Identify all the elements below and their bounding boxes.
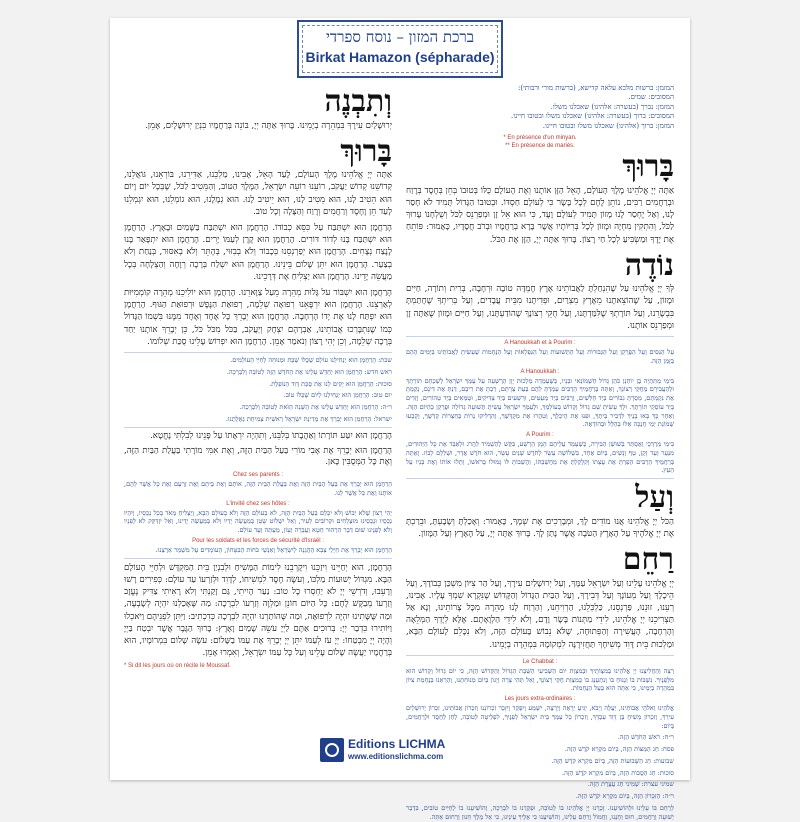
publisher-logo-icon	[320, 738, 344, 762]
section-heading-veal: וְעַל	[635, 480, 674, 516]
holiday-line: ר״ה: הַזִּכָּרוֹן הַזֶּה, בְּיוֹם מִקְרָא קֹדֶשׁ הַזֶּה.	[575, 792, 674, 801]
section-heading-rachem: רַחֵם	[622, 542, 674, 578]
insertion-text: יום טוב: הָרַחֲמָן הוּא יַנְחִילֵנוּ לְיוֹם שֶׁכֻּלּוֹ טוֹב.	[283, 391, 392, 400]
married-note: ** En présence de mariés.	[505, 143, 575, 150]
divider	[124, 352, 392, 353]
blessing-paragraph: אַתָּה יְיָ אֱלֹהֵינוּ מֶלֶךְ הָעוֹלָם, לָעַד הָאֵל, אָבִינוּ, מַלְכֵּנוּ, אַדִּירֵנוּ, בּוֹרְאֵנוּ, גּוֹאֲלֵנוּ, קְדוֹשֵׁנוּ קְדוֹשׁ יַעֲקֹב, רוֹעֵנוּ רוֹעֵה יִשְׂרָאֵל, הַמֶּלֶךְ הַטּוֹב, וְהַמֵּטִיב לַכֹּל, שֶׁבְּכָל יוֹם וָיוֹם הוּא הֵטִיב לָנוּ, הוּא מֵטִיב לָנוּ, הוּא יֵיטִיב לָנוּ. הוּא גְמָלָנוּ, הוּא גוֹמְלֵנוּ, הוּא יִגְמְלֵנוּ לָעַד חֵן וָחֶסֶד וְרַחֲמִים וְרֶוַח וְהַצָּלָה וְכָל טוֹב.	[124, 170, 392, 217]
insertion-text: סוכות: הָרַחֲמָן הוּא יָקִים לָנוּ אֶת סֻכַּת דָּוִד הַנּוֹפָלֶת.	[269, 379, 392, 388]
blessing-paragraph: יְיָ אֱלֹהֵינוּ עָלֵינוּ וְעַל יִשְׂרָאֵל עַמָּךְ, וְעַל יְרוּשָׁלַיִם עִירָךְ, וְעַל הַר צִיּוֹן מִשְׁכַּן כְּבוֹדָךְ, וְעַל הֵיכָלָךְ וְעַל מְעוֹנָךְ וְעַל דְּבִירָךְ, וְעַל הַבַּיִת הַגָּדוֹל וְהַקָּדוֹשׁ שֶׁנִּקְרָא שִׁמְךָ עָלָיו. אָבִינוּ, רְעֵנוּ, זוּנֵנוּ, פַּרְנְסֵנוּ, כַּלְכְּלֵנוּ, הַרְוִיחֵנוּ, וְהַרְוַח לָנוּ מְהֵרָה מִכָּל צָרוֹתֵינוּ, וְנָא אַל תַּצְרִיכֵנוּ יְיָ אֱלֹהֵינוּ, לִידֵי מַתְּנוֹת בָּשָׂר וָדָם, וְלֹא לִידֵי הַלְוָאָתָם. אֶלָּא לְיָדְךָ הַמְּלֵאָה וְהָרְחָבָה, הָעֲשִׁירָה וְהַפְּתוּחָה, שֶׁלֹּא נֵבוֹשׁ בָּעוֹלָם הַזֶּה, וְלֹא נִכָּלֵם לָעוֹלָם הַבָּא, וּמַלְכוּת בֵּית דָּוִד מְשִׁיחָךְ תַּחֲזִירֶנָּה לִמְקוֹמָהּ בִּמְהֵרָה בְיָמֵינוּ.	[406, 578, 674, 650]
publisher-url: www.editionslichma.com	[348, 752, 444, 761]
insertion-label: Pour les soldats et les forces de sécurité d'Israël :	[192, 537, 324, 544]
zimun-line: המזמן: ברוך (אלהינו) שאכלנו משלו ובטובו חיינו.	[542, 121, 674, 130]
divider	[406, 336, 674, 337]
insertion-label: A Hanoukkah :	[520, 368, 560, 375]
harachaman-paragraph: הָרַחֲמָן הוּא יִשְׁתַּבַּח עַל כִּסֵּא כְבוֹדוֹ. הָרַחֲמָן הוּא יִשְׁתַּבַּח בַּשָּׁמַיִם וּבָאָרֶץ. הָרַחֲמָן הוּא יִשְׁתַּבַּח בָּנוּ לְדוֹר דּוֹרִים. הָרַחֲמָן הוּא קֶרֶן לְעַמּוֹ יָרִים. הָרַחֲמָן הוּא יִתְפָּאַר בָּנוּ לָנֶצַח נְצָחִים. הָרַחֲמָן הוּא יְפַרְנְסֵנוּ בְּכָבוֹד וְלֹא בְבִזּוּי, בְּהֶתֵּר וְלֹא בְאִסּוּר, בְּנַחַת וְלֹא בְצַעַר. הָרַחֲמָן הוּא יִתֵּן שָׁלוֹם בֵּינֵינוּ. הָרַחֲמָן הוּא יִשְׁלַח בְּרָכָה רְוָחָה וְהַצְלָחָה בְּכָל מַעֲשֵׂה יָדֵינוּ. הָרַחֲמָן הוּא יַצְלִיחַ אֶת דְּרָכֵינוּ.	[124, 223, 392, 282]
zimun-block	[406, 84, 674, 131]
insertion-text: לְרַחֵם בּוֹ עָלֵינוּ וּלְהוֹשִׁיעֵנוּ. זָכְרֵנוּ יְיָ אֱלֹהֵינוּ בּוֹ לְטוֹבָה, וּפָקְדֵנוּ בוֹ לִבְרָכָה, וְהוֹשִׁיעֵנוּ בוֹ לְחַיִּים טוֹבִים, בִּדְבַר יְשׁוּעָה וְרַחֲמִים, חוּס וְחָנֵּנוּ, וַחֲמוֹל וְרַחֵם עָלֵינוּ, וְהוֹשִׁיעֵנוּ כִּי אֵלֶיךָ עֵינֵינוּ, כִּי אֵל מֶלֶךְ חַנּוּן וְרַחוּם אָתָּה.	[406, 804, 674, 821]
insertion-text: בִּימֵי מָרְדְּכַי וְאֶסְתֵּר בְּשׁוּשַׁן הַבִּירָה, כְּשֶׁעָמַד עֲלֵיהֶם הָמָן הָרָשָׁע, בִּקֵּשׁ לְהַשְׁמִיד לַהֲרֹג וּלְאַבֵּד אֶת כָּל הַיְּהוּדִים, מִנַּעַר וְעַד זָקֵן, טַף וְנָשִׁים, בְּיוֹם אֶחָד, בִּשְׁלוֹשָׁה עָשָׂר לְחֹדֶשׁ שְׁנֵים עָשָׂר, הוּא חֹדֶשׁ אֲדָר, וּשְׁלָלָם לָבוֹז. וְאַתָּה בְּרַחֲמֶיךָ הָרַבִּים הֵפַרְתָּ אֶת עֲצָתוֹ וְקִלְקַלְתָּ אֶת מַחֲשַׁבְתּוֹ, וַהֲשֵׁבוֹתָ לּוֹ גְּמוּלוֹ בְרֹאשׁוֹ, וְתָלוּ אוֹתוֹ וְאֶת בָּנָיו עַל הָעֵץ.	[406, 440, 674, 475]
section-heading-baruch: בָּרוּךְ	[340, 133, 392, 169]
zimun-line: המזמן: ברשות מלכא עלאה קדישא, (ברשות מורי ורבותי):	[517, 84, 674, 92]
divider	[406, 478, 674, 479]
right-column	[406, 84, 674, 821]
blessing-paragraph: אַתָּה יְיָ אֱלֹהֵינוּ מֶלֶךְ הָעוֹלָם, הָאֵל הַזָּן אוֹתָנוּ וְאֶת הָעוֹלָם כֻּלּוֹ בְּטוּבוֹ בְּחֵן בְּחֶסֶד בְּרֶוַח וּבְרַחֲמִים רַבִּים, נוֹתֵן לֶחֶם לְכָל בָּשָׂר כִּי לְעוֹלָם חַסְדּוֹ. וּבְטוּבוֹ הַגָּדוֹל תָּמִיד לֹא חָסַר לָנוּ, וְאַל יֶחְסַר לָנוּ מָזוֹן תָּמִיד לְעוֹלָם וָעֶד, כִּי הוּא אֵל זָן וּמְפַרְנֵס לַכֹּל וְשֻׁלְחָנוֹ עָרוּךְ לַכֹּל, וְהִתְקִין מִחְיָה וּמָזוֹן לְכָל בְּרִיּוֹתָיו אֲשֶׁר בָּרָא בְרַחֲמָיו וּבְרֹב חֲסָדָיו, כָּאָמוּר: פּוֹתֵחַ אֶת יָדֶךָ וּמַשְׂבִּיעַ לְכָל חַי רָצוֹן. בָּרוּךְ אַתָּה יְיָ, הַזָּן אֶת הַכֹּל.	[406, 185, 674, 245]
insertion-text: רְצֵה וְהַחֲלִיצֵנוּ יְיָ אֱלֹהֵינוּ בְּמִצְוֹתֶיךָ וּבְמִצְוַת יוֹם הַשְּׁבִיעִי הַשַּׁבָּת הַגָּדוֹל וְהַקָּדוֹשׁ הַזֶּה, כִּי יוֹם גָּדוֹל וְקָדוֹשׁ הוּא מִלְּפָנֶיךָ. נִשְׁבּוֹת בּוֹ וְנָנוּחַ בּוֹ וְנִתְעַנֵּג בּוֹ כְּמִצְוַת חֻקֵּי רְצוֹנָךְ, וְאַל תְּהִי צָרָה וְיָגוֹן בְּיוֹם מְנוּחָתֵנוּ, וְהַרְאֵנוּ בְּנֶחָמַת צִיּוֹן בִּמְהֵרָה בְיָמֵינוּ, כִּי אַתָּה הוּא בַּעַל הַנֶּחָמוֹת.	[406, 666, 674, 693]
insertion-text: יְהִי רָצוֹן שֶׁלֹּא יֵבוֹשׁ וְלֹא יִכָּלֵם בַּעַל הַבַּיִת הַזֶּה, לֹא בָעוֹלָם הַזֶּה וְלֹא בָעוֹלָם הַבָּא, וְיַצְלִיחַ מְאֹד בְּכָל נְכָסָיו, וְיִהְיוּ נְכָסָיו וּנְכָסֵינוּ מוּצְלָחִים וּקְרוֹבִים לָעִיר, וְאַל יִשְׁלוֹט שָׂטָן בְּמַעֲשֵׂה יָדָיו וְלֹא בְּמַעֲשֵׂה יָדֵינוּ, וְאַל יִזְדַּקֵּק לֹא לְפָנָיו וְלֹא לְפָנֵינוּ שׁוּם דְּבַר הִרְהוּר חֵטְא וַעֲבֵרָה וְעָוֹן, מֵעַתָּה וְעַד עוֹלָם.	[124, 508, 392, 535]
insertion-text: ישראל: הָרַחֲמָן הוּא יְבָרֵךְ אֶת מְדִינַת יִשְׂרָאֵל רֵאשִׁית צְמִיחַת גְּאֻלָּתֵנוּ.	[225, 414, 392, 423]
title-hebrew: ברכת המזון – נוסח ספרדי	[325, 28, 475, 46]
holiday-line: ר״ח: רֹאשׁ הַחֹדֶשׁ הַזֶּה.	[617, 733, 674, 742]
insertion-label: L'invité chez ses hôtes :	[226, 500, 290, 507]
holiday-line: שבועות: חַג הַשָּׁבוּעוֹת הַזֶּה, בְּיוֹם מִקְרָא קֹדֶשׁ הַזֶּה.	[551, 756, 674, 765]
harachaman-paragraph: הָרַחֲמָן הוּא יִטַּע תּוֹרָתוֹ וְאַהֲבָתוֹ בְּלִבֵּנוּ, וְתִהְיֶה יִרְאָתוֹ עַל פָּנֵינוּ לְבִלְתִּי נֶחֱטָא.	[150, 430, 392, 441]
left-column	[124, 84, 392, 724]
holiday-line: שמיני עצרת: שְׁמִינִי חַג עֲצֶרֶת הַזֶּה.	[587, 780, 674, 789]
insertion-text: ר״ה: הָרַחֲמָן הוּא יְחַדֵּשׁ עָלֵינוּ אֶת הַשָּׁנָה הַזֹּאת לְטוֹבָה וְלִבְרָכָה.	[239, 403, 392, 412]
blessing-paragraph: יְרוּשָׁלַיִם עִירָךְ בִּמְהֵרָה בְיָמֵינוּ. בָּרוּךְ אַתָּה יְיָ, בּוֹנֵה בְּרַחֲמָיו בִּנְיַן יְרוּשָׁלָיִם, אָמֵן.	[145, 120, 392, 131]
blessing-sheet	[110, 18, 690, 821]
divider	[124, 558, 392, 559]
insertion-text: ראש חדש: הָרַחֲמָן הוּא יְחַדֵּשׁ עָלֵינוּ אֶת הַחֹדֶשׁ הַזֶּה לְטוֹבָה וְלִבְרָכָה.	[226, 367, 392, 376]
holiday-line: סוכות: חַג הַסֻּכּוֹת הַזֶּה, בְּיוֹם מִקְרָא קֹדֶשׁ הַזֶּה.	[562, 768, 674, 777]
insertion-text: אֱלֹהֵינוּ וֵאלֹהֵי אֲבוֹתֵינוּ, יַעֲלֶה וְיָבֹא, יַגִּיעַ יֵרָאֶה וְיֵרָצֶה, יִשָּׁמַע וְיִפָּקֵד וְיִזָּכֵר זִכְרוֹנֵנוּ וְזִכְרוֹן אֲבוֹתֵינוּ, זִכְרוֹן יְרוּשָׁלַיִם עִירָךְ, וְזִכְרוֹן מָשִׁיחַ בֶּן דָּוִד עַבְדָּךְ, וְזִכְרוֹן כָּל עַמְּךָ בֵּית יִשְׂרָאֵל לְפָנֶיךָ, לִפְלֵיטָה לְטוֹבָה, לְחֵן לְחֶסֶד וּלְרַחֲמִים, בְּיוֹם:	[406, 704, 674, 730]
zimun-line: המסובים: שמים.	[628, 93, 674, 102]
insertion-label: Chez ses parents :	[232, 472, 284, 479]
insertion-label: Les jours extra-ordinaires :	[504, 696, 576, 703]
divider	[124, 427, 392, 428]
holiday-line: פסח: חַג הַמַּצּוֹת הַזֶּה, בְּיוֹם מִקְרָא קֹדֶשׁ הַזֶּה.	[564, 745, 674, 754]
insertion-text: הָרַחֲמָן הוּא יְבָרֵךְ אֶת חַיָּלֵי צְבָא הַהֲגָנָה לְיִשְׂרָאֵל וְאַנְשֵׁי כֹּחוֹת הַבִּטָּחוֹן, הָעוֹמְדִים עַל מִשְׁמַר אַרְצֵנוּ.	[155, 545, 392, 554]
section-heading-vetivneh: וְתִבְנֶה	[324, 84, 392, 119]
insertion-label: A Pourim :	[526, 432, 554, 439]
closing-paragraph: הָרַחֲמָן, הוּא יְחַיֵּינוּ וִיזַכֵּנוּ וִיקָרְבֵנוּ לִימוֹת הַמָּשִׁיחַ וּלְבִנְיַן בֵּית הַמִּקְדָּשׁ וּלְחַיֵּי הָעוֹלָם הַבָּא. מִגְדּוֹל יְשׁוּעוֹת מַלְכּוֹ, וְעֹשֶׂה חֶסֶד לִמְשִׁיחוֹ, לְדָוִד וּלְזַרְעוֹ עַד עוֹלָם: כְּפִירִים רָשׁוּ וְרָעֵבוּ, וְדֹרְשֵׁי יְיָ לֹא יַחְסְרוּ כָל טוֹב: נַעַר הָיִיתִי, גַּם זָקַנְתִּי וְלֹא רָאִיתִי צַדִּיק נֶעֱזָב וְזַרְעוֹ מְבַקֶּשׁ לָחֶם: כָּל הַיּוֹם חוֹנֵן וּמַלְוֶה וְזַרְעוֹ לִבְרָכָה: מַה שֶּׁאָכַלְנוּ יִהְיֶה לְשָׂבְעָה, וּמַה שֶּׁשָּׁתִינוּ יִהְיֶה לִרְפוּאָה, וּמַה שֶּׁהוֹתַרְנוּ יִהְיֶה לִבְרָכָה כְּדִכְתִיב: וַיִּתֵּן לִפְנֵיהֶם וַיֹּאכְלוּ וַיּוֹתִירוּ כִּדְבַר יְיָ: בְּרוּכִים אַתֶּם לַיְיָ עֹשֵׂה שָׁמַיִם וָאָרֶץ: בָּרוּךְ הַגֶּבֶר אֲשֶׁר יִבְטַח בַּיְיָ וְהָיָה יְיָ מִבְטַחוֹ: יְיָ עֹז לְעַמּוֹ יִתֵּן יְיָ יְבָרֵךְ אֶת עַמּוֹ בַשָּׁלוֹם: עֹשֶׂה שָׁלוֹם בִּמְרוֹמָיו, הוּא בְּרַחֲמָיו יַעֲשֶׂה שָׁלוֹם עָלֵינוּ וְעַל כָּל עַמּוֹ יִשְׂרָאֵל, וְאִמְרוּ אָמֵן.	[124, 562, 392, 659]
section-heading-baruch: בָּרוּךְ	[622, 149, 674, 185]
harachaman-paragraph: הָרַחֲמָן הוּא יִשְׁבּוֹר עֹל גָּלוּת מְהֵרָה מֵעַל צַוָּארֵנוּ. הָרַחֲמָן הוּא יוֹלִיכֵנוּ מְהֵרָה קוֹמְמִיּוּת לְאַרְצֵנוּ. הָרַחֲמָן הוּא יִרְפָּאֵנוּ רְפוּאָה שְׁלֵמָה, רְפוּאַת הַנֶּפֶשׁ וּרְפוּאַת הַגּוּף. הָרַחֲמָן הוּא יִפְתַּח לָנוּ אֶת יָדוֹ הָרְחָבָה. הָרַחֲמָן הוּא יְבָרֵךְ כָּל אֶחָד וְאֶחָד מִמֶּנּוּ בִּשְׁמוֹ הַגָּדוֹל כְּמוֹ שֶׁנִּתְבָּרְכוּ אֲבוֹתֵינוּ, אַבְרָהָם יִצְחָק וְיַעֲקֹב, בַּכֹּל מִכֹּל כֹּל, כֵּן יְבָרֵךְ אוֹתָנוּ יַחַד בְּרָכָה שְׁלֵמָה, וְכֵן יְהִי רָצוֹן וְנֹאמַר אָמֵן. הָרַחֲמָן הוּא יִפְרוֹשׂ עָלֵינוּ סֻכַּת שְׁלוֹמוֹ.	[124, 288, 392, 347]
moussaf-footnote: * Si dit les jours où on récite le Moussaf.	[124, 663, 231, 670]
title-box	[297, 20, 503, 78]
harachaman-paragraph: הָרַחֲמָן הוּא יְבָרֵךְ אֶת אָבִי מוֹרִי בַּעַל הַבַּיִת הַזֶּה, וְאֶת אִמִּי מוֹרָתִי בַּעֲלַת הַבַּיִת הַזֶּה, וְאֶת כָּל הַמְּסֻבִּין כָּאן.	[124, 445, 392, 467]
title-french: Birkat Hamazon (sépharade)	[305, 49, 495, 65]
publisher-footer	[320, 734, 480, 774]
divider	[406, 655, 674, 656]
blessing-paragraph: לְּךָ יְיָ אֱלֹהֵינוּ עַל שֶׁהִנְחַלְתָּ לַאֲבוֹתֵינוּ אֶרֶץ חֶמְדָּה טוֹבָה וּרְחָבָה, בְּרִית וְתוֹרָה, חַיִּים וּמָזוֹן, עַל שֶׁהוֹצֵאתָנוּ מֵאֶרֶץ מִצְרַיִם, וּפְדִיתָנוּ מִבֵּית עֲבָדִים, וְעַל בְּרִיתְךָ שֶׁחָתַמְתָּ בִּבְשָׂרֵנוּ, וְעַל תּוֹרָתְךָ שֶׁלִּמַּדְתָּנוּ, וְעַל חֻקֵּי רְצוֹנָךְ שֶׁהוֹדַעְתָּנוּ, וְעַל חַיִּים וּמָזוֹן שֶׁאַתָּה זָן וּמְפַרְנֵס אוֹתָנוּ.	[406, 284, 674, 331]
blessing-paragraph: הַכֹּל יְיָ אֱלֹהֵינוּ אֲנוּ מוֹדִים לָךְ, וּמְבָרְכִים אֶת שְׁמָךְ, כָּאָמוּר: וְאָכַלְתָּ וְשָׂבָעְתָּ, וּבֵרַכְתָּ אֶת יְיָ אֱלֹהֶיךָ עַל הָאָרֶץ הַטֹּבָה אֲשֶׁר נָתַן לָךְ. בָּרוּךְ אַתָּה יְיָ, עַל הָאָרֶץ וְעַל הַמָּזוֹן.	[406, 516, 674, 539]
insertion-text: שבת: הָרַחֲמָן הוּא יַנְחִילֵנוּ עוֹלָם שֶׁכֻּלּוֹ שַׁבָּת וּמְנוּחָה לְחַיֵּי הָעוֹלָמִים.	[230, 356, 392, 365]
zimun-line: המסובים: ברוך (בעשרה: אלהינו) שאכלנו משלו ובטובו חיינו.	[510, 112, 674, 121]
insertion-text: הָרַחֲמָן הוּא יְבָרֵךְ אֶת בַּעַל הַבַּיִת הַזֶּה וְאֶת בַּעֲלַת הַבַּיִת הַזֶּה, אוֹתָם וְאֶת בֵּיתָם וְאֶת זַרְעָם וְאֶת כָּל אֲשֶׁר לָהֶם, אוֹתָנוּ וְאֶת כָּל אֲשֶׁר לָנוּ.	[124, 480, 392, 497]
section-heading-nodeh: נוֹדֶה	[624, 247, 674, 283]
publisher-name: Editions LICHMA	[348, 737, 446, 751]
insertion-text: בִּימֵי מַתִּתְיָה בֶן יוֹחָנָן כֹּהֵן גָּדוֹל חַשְׁמוֹנַאי וּבָנָיו, כְּשֶׁעָמְדָה מַלְכוּת יָוָן הָרְשָׁעָה עַל עַמְּךָ יִשְׂרָאֵל לְשַׁכְּחָם תּוֹרָתָךְ וּלְהַעֲבִירָם מֵחֻקֵּי רְצוֹנָךְ, וְאַתָּה בְּרַחֲמֶיךָ הָרַבִּים עָמַדְתָּ לָהֶם בְּעֵת צָרָתָם, רַבְתָּ אֶת רִיבָם, דַּנְתָּ אֶת דִּינָם, נָקַמְתָּ אֶת נִקְמָתָם, מָסַרְתָּ גִבּוֹרִים בְּיַד חַלָּשִׁים, וְרַבִּים בְּיַד מְעַטִּים, וּרְשָׁעִים בְּיַד צַדִּיקִים, וּטְמֵאִים בְּיַד טְהוֹרִים, וְזֵדִים בְּיַד עוֹסְקֵי תוֹרָתֶךָ. וּלְךָ עָשִׂיתָ שֵׁם גָּדוֹל וְקָדוֹשׁ בְּעוֹלָמָךְ, וּלְעַמְּךָ יִשְׂרָאֵל עָשִׂיתָ תְּשׁוּעָה גְדוֹלָה וּפֻרְקָן כְּהַיּוֹם הַזֶּה. וְאַחַר כָּךְ בָּאוּ בָנֶיךָ לִדְבִיר בֵּיתֶךָ, וּפִנּוּ אֶת הֵיכָלֶךָ, וְטִהֲרוּ אֶת מִקְדָּשֶׁךָ, וְהִדְלִיקוּ נֵרוֹת בְּחַצְרוֹת קָדְשֶׁךָ, וְקָבְעוּ שְׁמוֹנַת יְמֵי חֲנֻכָּה אֵלּוּ בְּהַלֵּל וּבְהוֹדָאָה.	[406, 376, 674, 429]
insertion-label: A Hanoukkah et à Pourim :	[504, 340, 576, 347]
minyan-note: * En présence d'un minyan.	[503, 135, 577, 142]
insertion-label: Le Chabbat :	[522, 658, 558, 665]
zimun-line: המזמן: נברך (בעשרה: אלהינו) שאכלנו משלו.	[550, 102, 674, 111]
insertion-text: עַל הַנִּסִּים וְעַל הַפֻּרְקָן וְעַל הַגְּבוּרוֹת וְעַל הַתְּשׁוּעוֹת וְעַל הַנִּפְלָאוֹת וְעַל הַנֶּחָמוֹת שֶׁעָשִׂיתָ לַאֲבוֹתֵינוּ בַּיָּמִים הָהֵם בַּזְּמַן הַזֶּה.	[406, 348, 674, 365]
